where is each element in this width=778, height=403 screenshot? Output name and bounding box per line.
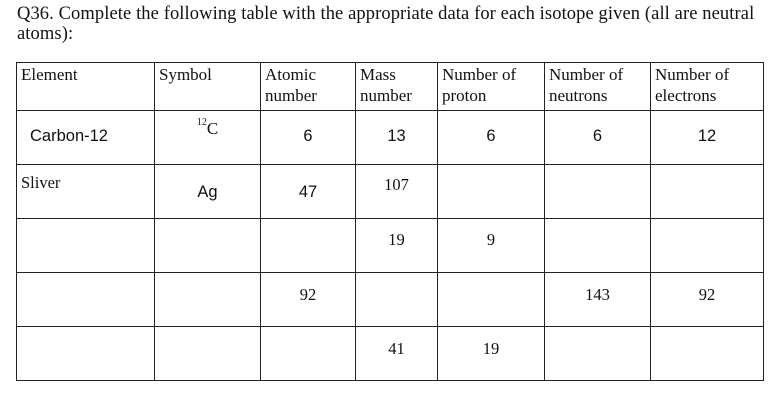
header-neutrons: Number of neutrons xyxy=(545,63,651,111)
cell-symbol: $^{12}$C xyxy=(155,111,261,165)
cell-mass-number: 41 xyxy=(356,327,438,381)
cell-protons xyxy=(438,165,545,219)
header-mass-number: Mass number xyxy=(356,63,438,111)
table-row xyxy=(17,219,764,273)
isotope-table xyxy=(16,62,764,381)
header-protons: Number of proton xyxy=(438,63,545,111)
cell-protons: 6 xyxy=(438,111,545,165)
header-row xyxy=(17,63,764,111)
cell-symbol: Ag xyxy=(155,165,261,219)
cell-atomic-number: 6 xyxy=(261,111,356,165)
cell-atomic-number xyxy=(261,219,356,273)
cell-neutrons xyxy=(545,219,651,273)
cell-electrons xyxy=(651,219,764,273)
table-row xyxy=(17,327,764,381)
cell-electrons xyxy=(651,165,764,219)
cell-protons xyxy=(438,273,545,327)
header-electrons: Number of electrons xyxy=(651,63,764,111)
cell-atomic-number: 47 xyxy=(261,165,356,219)
cell-electrons: 92 xyxy=(651,273,764,327)
question-text: Q36. Complete the following table with the appropriate data for each isotope given (all are neutral atoms): xyxy=(17,4,755,44)
cell-mass-number: 19 xyxy=(356,219,438,273)
cell-protons: 19 xyxy=(438,327,545,381)
cell-symbol xyxy=(155,219,261,273)
cell-atomic-number: 92 xyxy=(261,273,356,327)
cell-element xyxy=(17,273,155,327)
header-symbol: Symbol xyxy=(155,63,261,111)
cell-mass-number: 107 xyxy=(356,165,438,219)
cell-mass-number: 13 xyxy=(356,111,438,165)
cell-neutrons xyxy=(545,165,651,219)
header-atomic-number: Atomic number xyxy=(261,63,356,111)
cell-mass-number xyxy=(356,273,438,327)
cell-neutrons: 143 xyxy=(545,273,651,327)
cell-element xyxy=(17,219,155,273)
cell-element: Carbon-12 xyxy=(17,111,155,165)
cell-electrons xyxy=(651,327,764,381)
table-row xyxy=(17,273,764,327)
cell-electrons: 12 xyxy=(651,111,764,165)
cell-neutrons: 6 xyxy=(545,111,651,165)
cell-element: Sliver xyxy=(17,165,155,219)
cell-protons: 9 xyxy=(438,219,545,273)
table-row xyxy=(17,111,764,165)
cell-atomic-number xyxy=(261,327,356,381)
header-element: Element xyxy=(17,63,155,111)
table-row xyxy=(17,165,764,219)
cell-symbol xyxy=(155,327,261,381)
cell-neutrons xyxy=(545,327,651,381)
cell-symbol xyxy=(155,273,261,327)
cell-element xyxy=(17,327,155,381)
